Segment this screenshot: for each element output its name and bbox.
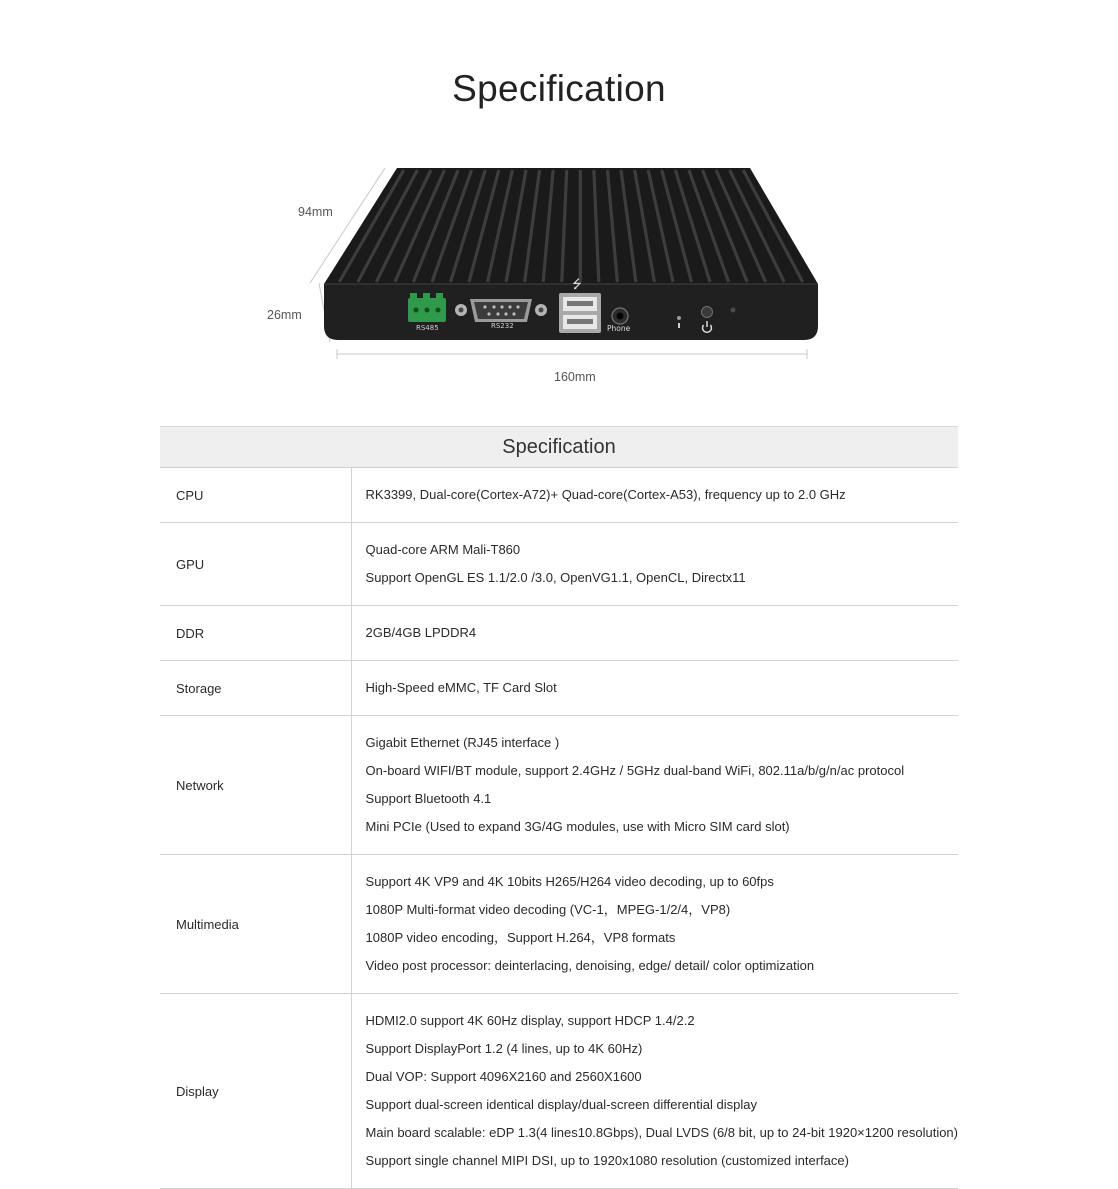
table-row: [160, 855, 958, 994]
spec-value-line: On-board WIFI/BT module, support 2.4GHz / 5GHz dual-band WiFi, 802.11a/b/g/n/ac protocol: [366, 757, 958, 785]
table-row: [160, 468, 958, 523]
specification-table: [160, 426, 958, 1189]
spec-value-line: Mini PCIe (Used to expand 3G/4G modules, use with Micro SIM card slot): [366, 813, 958, 841]
spec-value-line: RK3399, Dual-core(Cortex-A72)+ Quad-core(Cortex-A53), frequency up to 2.0 GHz: [366, 481, 958, 509]
usb-icon: ⭍: [572, 277, 582, 291]
table-row: [160, 606, 958, 661]
spec-value-line: Quad-core ARM Mali-T860: [366, 536, 958, 564]
table-header: Specification: [160, 427, 958, 468]
heatsink-top: [324, 168, 818, 284]
spec-value-line: 1080P Multi-format video decoding (VC-1，MPEG-1/2/4，VP8): [366, 896, 958, 924]
spec-value-line: Support OpenGL ES 1.1/2.0 /3.0, OpenVG1.1, OpenCL, Directx11: [366, 564, 958, 592]
spec-value-line: Support 4K VP9 and 4K 10bits H265/H264 video decoding, up to 60fps: [366, 868, 958, 896]
spec-value-line: HDMI2.0 support 4K 60Hz display, support HDCP 1.4/2.2: [366, 1007, 958, 1035]
spec-label: Network: [160, 716, 351, 855]
height-dimension: 26mm: [267, 308, 302, 322]
spec-value: [351, 716, 958, 855]
spec-value-line: Main board scalable: eDP 1.3(4 lines10.8Gbps), Dual LVDS (6/8 bit, up to 24-bit 1920×1200 resolution): [366, 1119, 958, 1147]
phone-jack: [612, 308, 628, 324]
spec-value: [351, 855, 958, 994]
spec-label: Display: [160, 994, 351, 1189]
table-row: [160, 661, 958, 716]
spec-value-line: 2GB/4GB LPDDR4: [366, 619, 958, 647]
table-row: [160, 716, 958, 855]
spec-label: Storage: [160, 661, 351, 716]
spec-label: DDR: [160, 606, 351, 661]
product-dimension-image: [0, 150, 1118, 400]
spec-value-line: 1080P video encoding，Support H.264，VP8 formats: [366, 924, 958, 952]
spec-value: [351, 523, 958, 606]
table-body: [160, 468, 958, 1189]
spec-value: [351, 994, 958, 1189]
table-row: [160, 994, 958, 1189]
spec-value-line: Support single channel MIPI DSI, up to 1920x1080 resolution (customized interface): [366, 1147, 958, 1175]
spec-label: Multimedia: [160, 855, 351, 994]
spec-value-line: Gigabit Ethernet (RJ45 interface ): [366, 729, 958, 757]
table-row: [160, 523, 958, 606]
spec-value: [351, 606, 958, 661]
spec-value-line: Support Bluetooth 4.1: [366, 785, 958, 813]
spec-value: [351, 468, 958, 523]
mini-pc-illustration: [0, 150, 1118, 400]
led-indicator: [677, 316, 681, 320]
spec-value-line: High-Speed eMMC, TF Card Slot: [366, 674, 958, 702]
width-dimension: 160mm: [554, 370, 596, 384]
spec-value-line: Dual VOP: Support 4096X2160 and 2560X1600: [366, 1063, 958, 1091]
reset-hole: [731, 308, 736, 313]
spec-value-line: Support DisplayPort 1.2 (4 lines, up to 4K 60Hz): [366, 1035, 958, 1063]
phone-label: Phone: [607, 324, 631, 333]
rs485-terminal: [408, 293, 446, 322]
page-title: Specification: [0, 68, 1118, 110]
spec-value-line: Video post processor: deinterlacing, denoising, edge/ detail/ color optimization: [366, 952, 958, 980]
spec-value: [351, 661, 958, 716]
depth-dimension: 94mm: [298, 205, 333, 219]
spec-value-line: Support dual-screen identical display/dual-screen differential display: [366, 1091, 958, 1119]
rs232-label: RS232: [491, 322, 514, 330]
spec-label: GPU: [160, 523, 351, 606]
rs485-label: RS485: [416, 324, 439, 332]
spec-label: CPU: [160, 468, 351, 523]
